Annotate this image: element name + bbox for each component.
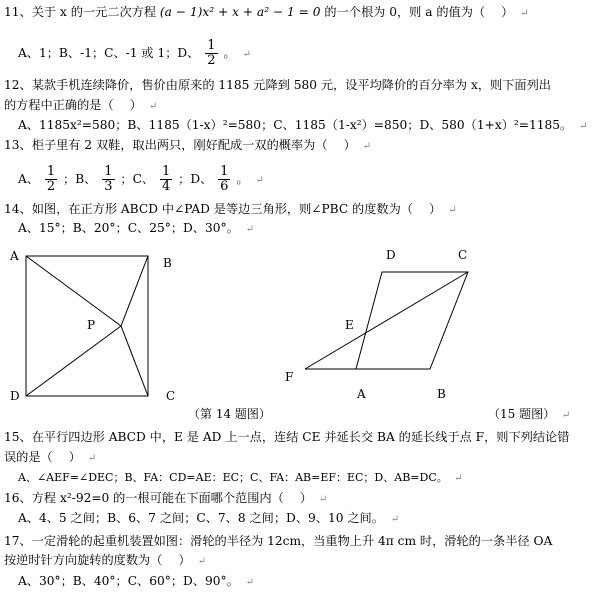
- q11-equation: (a − 1)x² + x + a² − 1 = 0: [159, 5, 321, 19]
- fraction-denominator: 2: [207, 53, 216, 68]
- q12-text-1: 12、某款手机连续降价，售价由原来的 1185 元降到 580 元，设平均降价的百分率为 x，则下面列出: [4, 78, 551, 92]
- segment-cp: [121, 326, 148, 396]
- q16-text-1: 16、方程 x²-92=0 的一根可能在下面哪个范围内（ ）: [4, 491, 313, 505]
- q12-text-2: 的方程中正确的是（ ）: [4, 98, 142, 112]
- paragraph-mark-icon: ↵: [454, 473, 463, 484]
- q13-end: 。: [236, 172, 249, 186]
- q11-opts-post: 。: [223, 46, 236, 60]
- q17-text-2: 按逆时针方向旋转的度数为（ ）: [4, 553, 191, 567]
- q17-opts: A、30°；B、40°；C、60°；D、90°。: [18, 574, 239, 588]
- q13-label-c: ；C、: [120, 172, 155, 186]
- fig15-caption-text: （15 题图）: [488, 407, 556, 421]
- fig14-label-p: P: [87, 318, 96, 332]
- q15-opts: A、∠AEF=∠DEC；B、FA：CD=AE：EC；C、FA：AB=EF：EC；D、AB=DC。: [18, 471, 448, 484]
- q11-text-pre: 11、关于 x 的一元二次方程: [4, 5, 157, 19]
- paragraph-mark-icon: ↵: [561, 410, 571, 421]
- fig15-label-a: A: [357, 387, 366, 401]
- q17-text-1: 17、一定滑轮的起重机装置如图：滑轮的半径为 12cm，当重物上升 4π cm 时，滑轮的一条半径 OA: [4, 534, 553, 548]
- paragraph-mark-icon: ↵: [87, 453, 97, 464]
- fig14-caption: [188, 405, 271, 422]
- fraction-denominator: 3: [104, 179, 113, 194]
- paragraph-mark-icon: ↵: [318, 494, 328, 505]
- fraction-numerator: 1: [161, 164, 171, 179]
- q14-opts: A、15°；B、20°；C、25°；D、30°。: [18, 221, 239, 235]
- fraction-numerator: 1: [220, 164, 229, 179]
- fig15-caption: [488, 405, 570, 422]
- q15-text-2: 误的是（ ）: [4, 450, 81, 464]
- q16-opts: A、4、5 之间；B、6、7 之间；C、7、8 之间；D、9、10 之间。: [18, 511, 384, 525]
- fraction-denominator: 4: [161, 179, 171, 194]
- figure-15: [305, 272, 468, 369]
- paragraph-mark-icon: ↵: [245, 577, 255, 588]
- q15-text-1: 15、在平行四边形 ABCD 中，E 是 AD 上一点，连结 CE 并延长交 BA 的延长线于点 F，则下列结论错: [4, 430, 570, 444]
- paragraph-mark-icon: ↵: [242, 49, 251, 60]
- q17-line-2: [4, 552, 206, 570]
- fig15-label-b: B: [437, 387, 446, 401]
- fig14-label-d: D: [10, 389, 20, 403]
- paragraph-mark-icon: ↵: [197, 556, 206, 567]
- paragraph-mark-icon: ↵: [362, 141, 372, 152]
- q12-opts: A、1185x²=580；B、1185（1-x）²=580；C、1185（1-x²）=850；D、580（1+x）²=1185。: [18, 118, 573, 132]
- q11-opts-pre: A、1；B、-1；C、-1 或 1；D、: [18, 46, 200, 60]
- paragraph-mark-icon: ↵: [579, 121, 588, 132]
- segment-dp: [26, 326, 121, 396]
- q17-line-1: [4, 533, 552, 549]
- q13-label-d: ；D、: [178, 172, 213, 186]
- q11-text-post: 的一个根为 0，则 a 的值为（ ）: [324, 5, 514, 19]
- q16-options: [18, 510, 399, 528]
- fig14-caption-text: （第 14 题图）: [188, 407, 271, 421]
- fig14-label-c: C: [166, 389, 176, 403]
- paragraph-mark-icon: ↵: [520, 8, 529, 19]
- q15-line-1: [4, 429, 569, 445]
- q13-label-b: ；B、: [63, 172, 97, 186]
- fraction-denominator: 6: [220, 179, 229, 194]
- paragraph-mark-icon: ↵: [245, 224, 255, 235]
- fig14-label-a: A: [10, 249, 19, 263]
- q13-text-1: 13、柜子里有 2 双鞋，取出两只，刚好配成一双的概率为（ ）: [4, 138, 356, 152]
- segment-bp: [121, 256, 148, 326]
- paragraph-mark-icon: ↵: [148, 101, 158, 112]
- q14-text-1: 14、如图，在正方形 ABCD 中∠PAD 是等边三角形，则∠PBC 的度数为（ ）: [4, 202, 442, 216]
- q17-options: [18, 573, 254, 591]
- q15-options: [18, 470, 463, 487]
- fraction-numerator: 1: [207, 38, 216, 53]
- q15-line-2: [4, 449, 96, 467]
- fig14-label-b: B: [163, 256, 172, 270]
- fig15-label-e: E: [345, 318, 354, 332]
- fraction-denominator: 2: [46, 179, 56, 194]
- fig15-label-d: D: [386, 248, 396, 262]
- fig15-label-c: C: [458, 248, 468, 262]
- paragraph-mark-icon: ↵: [448, 205, 457, 216]
- paragraph-mark-icon: ↵: [390, 514, 400, 525]
- fig15-label-f: F: [285, 370, 294, 384]
- fraction-numerator: 1: [104, 164, 113, 179]
- paragraph-mark-icon: ↵: [255, 175, 264, 186]
- q13-label-a: A、: [18, 172, 39, 186]
- q16-line-1: [4, 490, 327, 508]
- parallelogram-abcd: [356, 272, 468, 369]
- segment-ap: [26, 256, 121, 326]
- fraction-numerator: 1: [46, 164, 56, 179]
- segment-fc: [305, 272, 468, 369]
